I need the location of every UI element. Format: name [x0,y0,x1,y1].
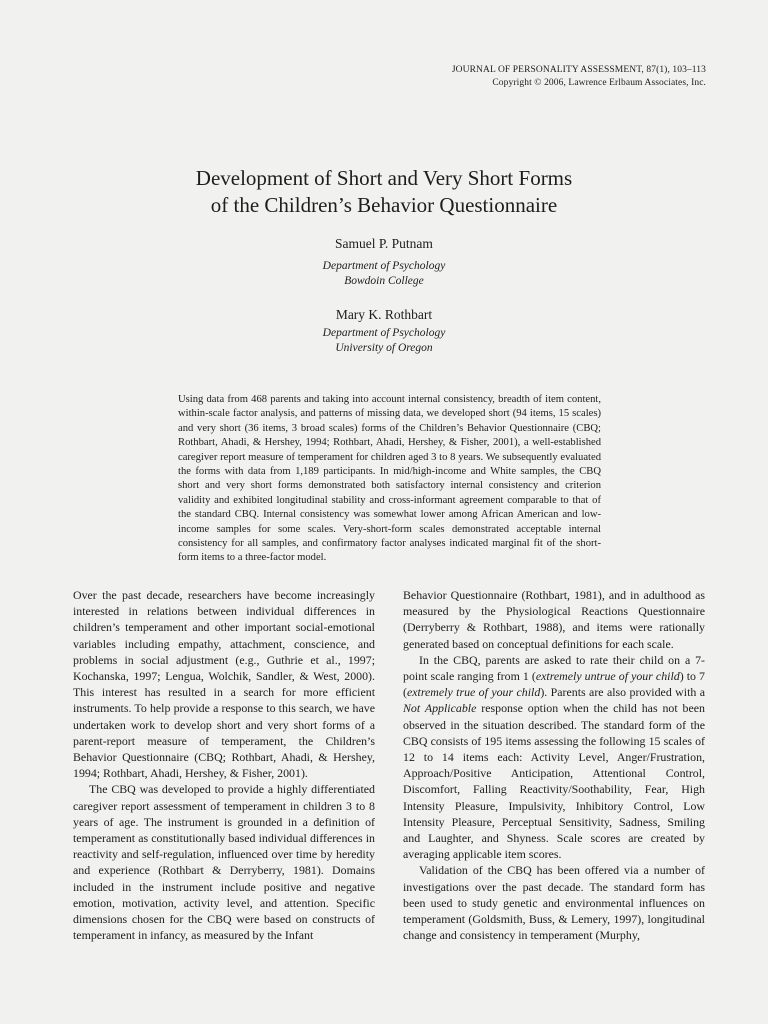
copyright-notice: Copyright © 2006, Lawrence Erlbaum Associates, Inc. [492,78,706,88]
author-name-2: Mary K. Rothbart [335,307,433,322]
body-paragraph: Over the past decade, researchers have become increasingly interested in relations between individual differences in children’s temperament and other important social-emotional variables including empathy, attachment, conscience, and problems in social adjustment (e.g., Guthrie et al., 1997; Kochanska, 1997; Lengua, Wolchik, Sandler, & West, 2000). This interest has resulted in a search for more efficient instruments. To help provide a response to this search, we have undertaken work to develop short and very short forms of a parent-report measure of temperament, the Children’s Behavior Questionnaire (CBQ; Rothbart, Ahadi, & Hershey, 1994; Rothbart, Ahadi, Hershey, & Fisher, 2001). [73,588,375,781]
abstract [178,393,601,566]
body-column-left [73,587,375,963]
italic-text: Not Applicable [403,701,477,716]
journal-header [452,64,706,90]
body-column-right [403,587,705,963]
affiliation-department: Department of Psychology [322,260,446,272]
italic-text: extremely untrue of your child [535,669,680,684]
affiliation-department: Department of Psychology [322,327,446,339]
affiliation-institution: University of Oregon [335,342,433,354]
body-paragraph [403,652,705,863]
title-line-1: Development of Short and Very Short Forms [195,166,573,190]
body-paragraph: The CBQ was developed to provide a highly differentiated caregiver report assessment of temperament in children 3 to 8 years of age. The instrument is grounded in a definition of temperament as constitutionally based individual differences in reactivity and self-regulation, influenced over time by heredity and experience (Rothbart & Derryberry, 1981). Domains included in the instrument include positive and negative emotion, motivation, activity level, and attention. Specific dimensions chosen for the CBQ were based on constructs of temperament in infancy, as measured by the Infant [73,782,375,943]
author-affiliation-2 [0,326,768,356]
text-run: ) to 7 ( [403,669,705,700]
title-line-2: of the Children’s Behavior Questionnaire [210,193,558,217]
body-paragraph: Validation of the CBQ has been offered via a number of investigations over the past decade. The standard form has been used to study genetic and environmental influences on temperament (Goldsmith, Buss, & Lemery, 1997), longitudinal change and consistency in temperament (Murphy, [403,863,705,943]
article-title [0,165,768,219]
journal-citation: JOURNAL OF PERSONALITY ASSESSMENT, 87(1), 103–113 [451,65,706,75]
italic-text: extremely true of your child [406,685,541,700]
author-affiliation-1 [0,259,768,289]
abstract-text: Using data from 468 parents and taking into account internal consistency, breadth of item content, within-scale factor analysis, and patterns of missing data, we developed short (94 items, 15 scales) and very short (36 items, 3 broad scales) forms of the Children’s Behavior Questionnaire (CBQ; Rothbart, Ahadi, & Hershey, 1994; Rothbart, Ahadi, Hershey, & Fisher, 2001), a well-established caregiver report measure of temperament for children aged 3 to 8 years. We subsequently evaluated the forms with data from 1,189 participants. In mid/high-income and White samples, the CBQ short and very short forms demonstrated both satisfactory internal consistency and criterion validity and exhibited longitudinal stability and cross-informant agreement comparable to that of the standard CBQ. Internal consistency was somewhat lower among African American and low-income samples for some scales. Very-short-form scales demonstrated acceptable internal consistency for all samples, and confirmatory factor analyses indicated marginal fit of the short-form items to a three-factor model. [178,394,601,564]
author-name-1: Samuel P. Putnam [335,236,433,251]
affiliation-institution: Bowdoin College [344,275,424,287]
text-run: ). Parents are also provided with a [540,685,705,700]
body-paragraph: Behavior Questionnaire (Rothbart, 1981), and in adulthood as measured by the Physiological Reactions Questionnaire (Derryberry & Rothbart, 1988), and items were rationally generated based on conceptual definitions for each scale. [403,588,705,651]
text-run: response option when the child has not been observed in the situation described. The standard form of the CBQ consists of 195 items assessing the following 15 scales of 12 to 14 items each: Activity Level, Anger/Frustration, Approach/Positive Anticipation, Attentional Control, Discomfort, Falling Reactivity/Soothability, Fear, High Intensity Pleasure, Impulsivity, Inhibitory Control, Low Intensity Pleasure, Perceptual Sensitivity, Sadness, Smiling and Laughter, and Shyness. Scale scores are created by averaging applicable item scores. [403,701,705,862]
text-run: In the CBQ, parents are asked to rate their child on a 7-point scale ranging from 1 ( [403,652,705,684]
